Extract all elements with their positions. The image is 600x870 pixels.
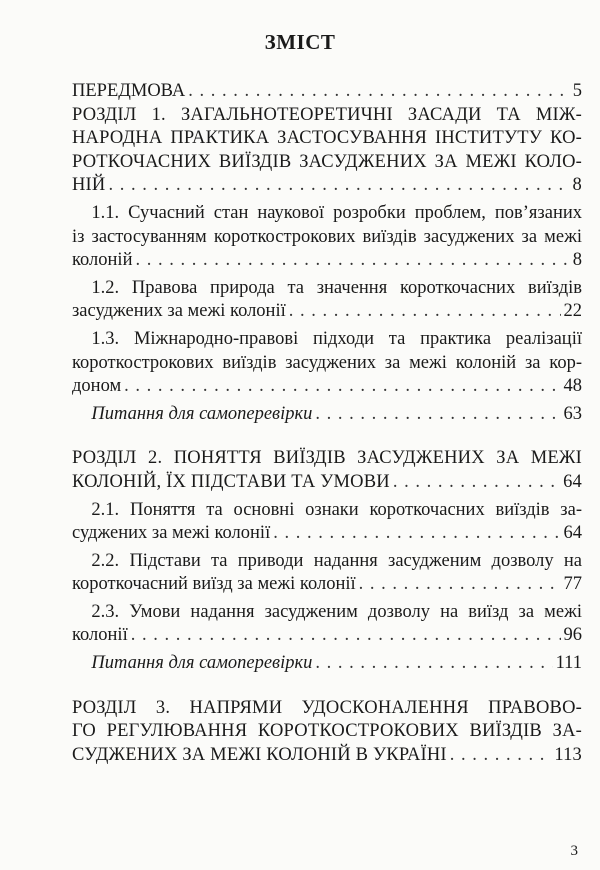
toc-entry-text: НІЙ [72, 175, 106, 196]
leader-dots [359, 573, 561, 597]
toc-entry-last-line [72, 403, 582, 427]
toc-entry-last-line [72, 300, 582, 324]
toc-entry-self-check-1[interactable] [72, 403, 582, 427]
table-of-contents [72, 80, 582, 767]
leader-dots [289, 300, 561, 324]
leader-dots [131, 624, 561, 648]
toc-entry-text: доном [72, 376, 122, 397]
page-number: 3 [570, 843, 578, 859]
toc-entry-text: засуджених за межі колонії [72, 301, 286, 322]
toc-entry-text: колонії [72, 625, 128, 646]
toc-entry-line: ГО РЕГУЛЮВАННЯ КОРОТКОСТРОКОВИХ ВИЇЗДІВ ЗА- [72, 721, 582, 742]
toc-entry-section-2-3[interactable] [72, 601, 582, 648]
leader-dots [393, 471, 560, 495]
toc-entry-line: 2.2. Підстави та приводи надання засудженим дозволу на [91, 550, 582, 571]
toc-entry-section-2-1[interactable] [72, 499, 582, 546]
toc-entry-text: ПЕРЕДМОВА [72, 81, 186, 101]
toc-entry-chapter-3[interactable] [72, 697, 582, 768]
toc-entry-line: НАРОДНА ПРАКТИКА ЗАСТОСУВАННЯ ІНСТИТУТУ КО- [72, 128, 582, 149]
toc-entry-self-check-2[interactable] [72, 652, 582, 676]
toc-entry-last-line [72, 624, 582, 648]
leader-dots [188, 80, 570, 104]
toc-entry-line: 2.1. Поняття та основні ознаки короткочасних виїздів за- [91, 499, 582, 520]
toc-entry-page: 96 [563, 625, 582, 646]
toc-entry-line: 1.2. Правова природа та значення короткочасних виїздів [91, 277, 582, 298]
toc-entry-section-1-1[interactable] [72, 202, 582, 273]
toc-entry-chapter-2[interactable] [72, 447, 582, 494]
toc-entry-page: 111 [555, 653, 582, 674]
toc-entry-line: 2.3. Умови надання засудженим дозволу на виїзд за межі [91, 601, 582, 622]
leader-dots [135, 249, 569, 273]
toc-entry-line: 1.1. Сучасний стан наукової розробки проблем, пов’язаних [91, 202, 582, 223]
toc-entry-last-line [72, 80, 582, 104]
leader-dots [124, 375, 560, 399]
toc-entry-preface[interactable] [72, 80, 582, 104]
toc-entry-text: колоній [72, 250, 133, 271]
toc-entry-line: із застосуванням короткострокових виїздів засуджених за межі [72, 226, 582, 247]
toc-entry-line: РОЗДІЛ 2. ПОНЯТТЯ ВИЇЗДІВ ЗАСУДЖЕНИХ ЗА МЕЖІ [72, 448, 582, 469]
toc-entry-page: 22 [563, 301, 582, 322]
toc-entry-last-line [72, 573, 582, 597]
toc-entry-last-line [72, 522, 582, 546]
toc-entry-text: КОЛОНІЙ, ЇХ ПІДСТАВИ ТА УМОВИ [72, 471, 390, 492]
toc-entry-text: суджених за межі колонії [72, 523, 271, 544]
leader-dots [273, 522, 560, 546]
toc-entry-last-line [72, 249, 582, 273]
toc-entry-last-line [72, 471, 582, 495]
toc-entry-page: 5 [572, 81, 582, 101]
toc-entry-last-line [72, 744, 582, 768]
toc-entry-page: 8 [572, 175, 582, 196]
toc-entry-text: Питання для самоперевірки [91, 653, 313, 674]
toc-entry-text: СУДЖЕНИХ ЗА МЕЖІ КОЛОНІЙ В УКРАЇНІ [72, 744, 447, 765]
toc-entry-last-line [72, 652, 582, 676]
toc-entry-page: 113 [554, 744, 582, 765]
toc-entry-text: Питання для самоперевірки [91, 403, 313, 424]
toc-entry-page: 64 [563, 523, 582, 544]
leader-dots [450, 744, 552, 768]
toc-entry-line: 1.3. Міжнародно-правові підходи та практика реалізації [91, 328, 582, 349]
toc-entry-page: 48 [563, 376, 582, 397]
toc-entry-section-1-2[interactable] [72, 277, 582, 324]
toc-entry-last-line [72, 174, 582, 198]
toc-entry-chapter-1[interactable] [72, 104, 582, 198]
toc-entry-line: короткострокових виїздів засуджених за межі колоній за кор- [72, 352, 582, 373]
toc-entry-line: РОЗДІЛ 1. ЗАГАЛЬНОТЕОРЕТИЧНІ ЗАСАДИ ТА МІЖ- [72, 104, 582, 125]
toc-entry-section-2-2[interactable] [72, 550, 582, 597]
leader-dots [315, 652, 552, 676]
toc-entry-page: 8 [572, 250, 582, 271]
toc-entry-page: 64 [563, 471, 582, 492]
toc-entry-last-line [72, 375, 582, 399]
leader-dots [108, 174, 569, 198]
toc-entry-line: РОЗДІЛ 3. НАПРЯМИ УДОСКОНАЛЕННЯ ПРАВОВО- [72, 697, 582, 718]
page-title: ЗМІСТ [264, 30, 336, 54]
toc-entry-section-1-3[interactable] [72, 328, 582, 399]
toc-entry-line: РОТКОЧАСНИХ ВИЇЗДІВ ЗАСУДЖЕНИХ ЗА МЕЖІ КОЛО- [72, 151, 582, 172]
toc-entry-page: 77 [563, 574, 582, 595]
toc-entry-text: короткочасний виїзд за межі колонії [72, 574, 356, 595]
toc-entry-page: 63 [563, 403, 582, 424]
leader-dots [315, 403, 560, 427]
